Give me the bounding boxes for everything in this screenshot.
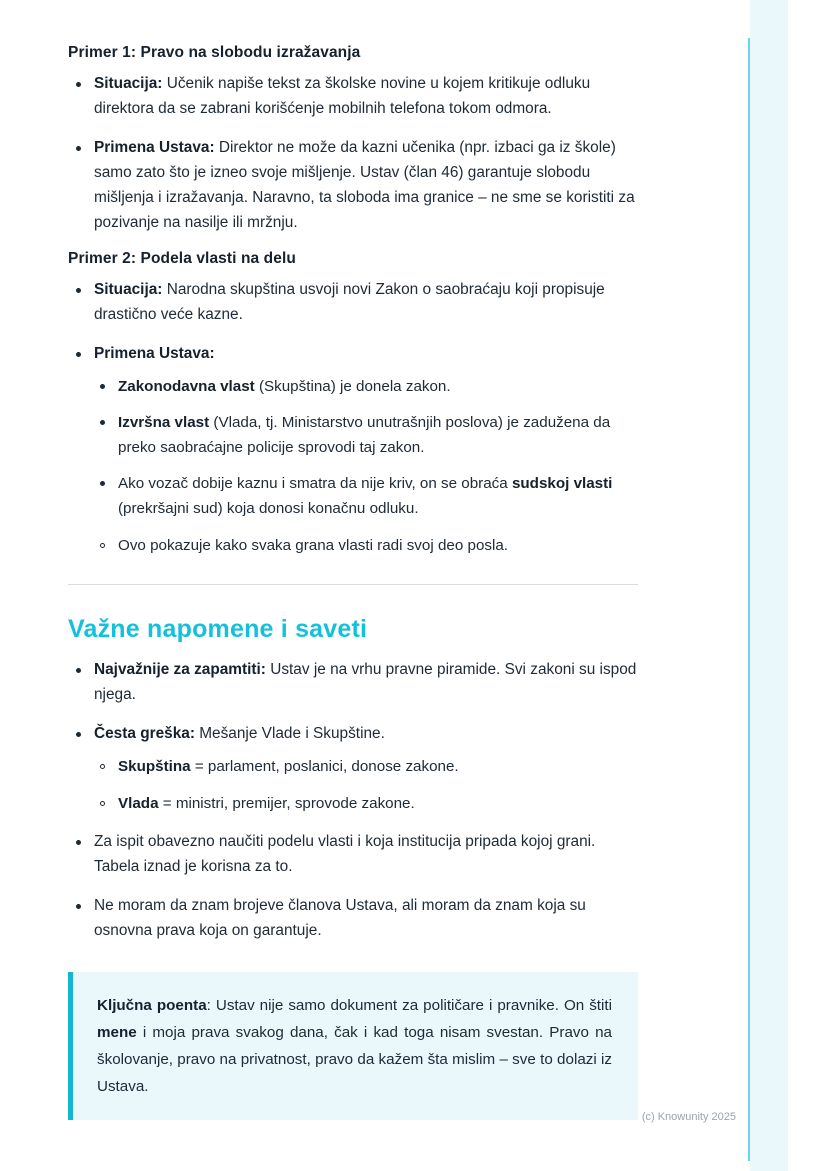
subbullet-label: Zakonodavna vlast bbox=[118, 377, 255, 395]
bullet-text: Učenik napiše tekst za školske novine u kojem kritikuje odluku direktora da se zabrani korišćenje mobilnih telefona tokom odmora. bbox=[94, 75, 591, 117]
callout-part1: : Ustav nije samo dokument za političare i pravnike. On štiti bbox=[206, 997, 612, 1015]
bullet-label: Česta greška: bbox=[94, 725, 195, 743]
callout-label: Ključna poenta bbox=[97, 997, 207, 1015]
bullet-text: Narodna skupština usvoji novi Zakon o saobraćaju koji propisuje drastično veće kazne. bbox=[94, 280, 605, 323]
callout-bold-mid: mene bbox=[97, 1024, 137, 1042]
copyright-footer: (c) Knowunity 2025 bbox=[641, 1111, 736, 1123]
bullet-text: Ustav je na vrhu pravne piramide. Svi zakoni su ispod njega. bbox=[94, 661, 637, 704]
list-item bbox=[94, 472, 638, 521]
subbullet-label: Skupština bbox=[118, 758, 191, 776]
subbullet-text: (Vlada, tj. Ministarstvo unutrašnjih poslova) je zadužena da preko saobraćajne policije sprovodi taj zakon. bbox=[118, 414, 611, 456]
list-item bbox=[94, 792, 638, 817]
example-1-list bbox=[68, 72, 638, 236]
subbullet-bold-mid: sudskoj vlasti bbox=[511, 475, 613, 493]
bullet-label: Najvažnije za zapamtiti: bbox=[94, 661, 266, 679]
subbullet-text: Ako vozač dobije kaznu i smatra da nije kriv, on se obraća bbox=[118, 475, 512, 493]
subbullet-text: = ministri, premijer, sprovode zakone. bbox=[158, 794, 415, 812]
list-item bbox=[68, 342, 638, 559]
subbullet-text: Ovo pokazuje kako svaka grana vlasti radi svoj deo posla. bbox=[118, 536, 509, 554]
example-1-heading: Primer 1: Pravo na slobodu izražavanja bbox=[68, 44, 361, 61]
callout-part2: i moja prava svakog dana, čak i kad toga nisam svestan. Pravo na školovanje, pravo na privatnost, pravo da kažem šta mislim – sve to dolazi iz Ustava. bbox=[97, 1024, 612, 1096]
example-2-list bbox=[68, 278, 638, 559]
example-2-heading: Primer 2: Podela vlasti na delu bbox=[68, 249, 296, 267]
bullet-text: Za ispit obavezno naučiti podelu vlasti i koja institucija pripada kojoj grani. Tabela iznad je korisna za to. bbox=[94, 833, 596, 876]
list-item bbox=[68, 658, 638, 708]
list-item bbox=[68, 894, 638, 944]
list-item bbox=[94, 534, 638, 559]
subbullet-label: Vlada bbox=[118, 794, 159, 812]
bullet-text: Direktor ne može da kazni učenika (npr. izbaci ga iz škole) samo zato što je izneo svoje mišljenje. Ustav (član 46) garantuje slobodu mišljenja i izražavanja. Naravno, ta sloboda ima granice – ne sme se koristiti za pozivanje na nasilje ili mržnju. bbox=[94, 138, 635, 231]
list-item bbox=[68, 830, 638, 880]
bullet-label: Situacija: bbox=[94, 75, 163, 92]
example-2-sublist bbox=[94, 375, 638, 559]
page-edge-line bbox=[748, 38, 750, 1161]
list-item bbox=[68, 722, 638, 816]
bullet-label: Primena Ustava: bbox=[94, 138, 215, 156]
list-item bbox=[68, 136, 638, 236]
list-item bbox=[94, 755, 638, 780]
bullet-text: Mešanje Vlade i Skupštine. bbox=[194, 725, 385, 743]
bullet-label: Primena Ustava: bbox=[94, 344, 215, 362]
section-divider bbox=[68, 584, 638, 585]
bullet-text: Ne moram da znam brojeve članova Ustava, ali moram da znam koja su osnovna prava koja on garantuje. bbox=[94, 897, 586, 940]
list-item bbox=[68, 72, 638, 122]
notes-sublist bbox=[94, 755, 638, 816]
document-content bbox=[68, 30, 638, 1120]
list-item bbox=[94, 411, 638, 460]
notes-list bbox=[68, 658, 638, 944]
subbullet-text: = parlament, poslanici, donose zakone. bbox=[190, 758, 459, 776]
list-item bbox=[94, 375, 638, 400]
list-item bbox=[68, 278, 638, 328]
notes-section-heading: Važne napomene i saveti bbox=[68, 615, 368, 644]
subbullet-text: (Skupština) je donela zakon. bbox=[254, 377, 451, 395]
bullet-label: Situacija: bbox=[94, 280, 163, 298]
subbullet-label: Izvršna vlast bbox=[118, 414, 210, 432]
subbullet-text-end: (prekršajni sud) koja donosi konačnu odluku. bbox=[118, 500, 419, 518]
page-edge-strip bbox=[750, 0, 788, 1171]
key-point-callout bbox=[68, 972, 638, 1120]
